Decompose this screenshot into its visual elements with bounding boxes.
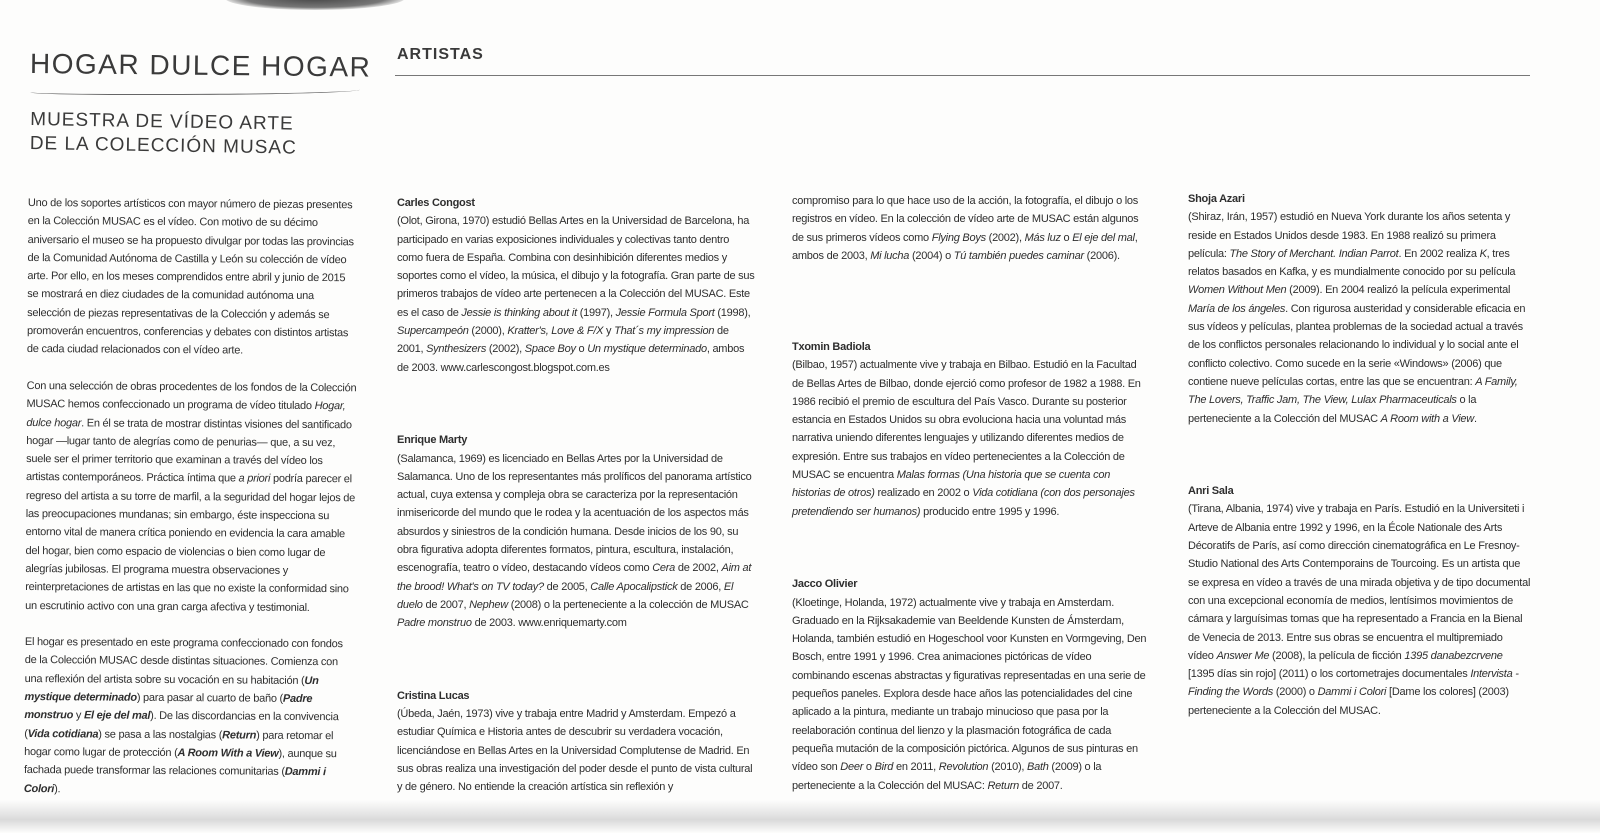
work-title: Flying Boys — [931, 231, 986, 244]
work-title: Tú también puedes caminar — [953, 249, 1084, 262]
work-title: Nephew — [469, 598, 508, 611]
text-run: (2000), — [468, 325, 508, 338]
text-run: , ambos de 2003, — [792, 231, 1138, 262]
text-run: (2008) o la perteneciente a la colección de MUSAC — [507, 598, 749, 611]
text-run: de 2007. — [1018, 779, 1063, 792]
page-title: HOGAR DULCE HOGAR — [29, 48, 372, 83]
work-title: Calle Apocalipstick — [590, 580, 678, 593]
artist-entry — [792, 338, 1150, 521]
work-title: Synthesizers — [426, 343, 487, 356]
text-run: Con una selección de obras procedentes de los fondos de la Colección MUSAC hemos confeccionado un programa de vídeo titulado — [26, 379, 357, 413]
work-title: Revolution — [938, 761, 989, 774]
work-title: The Story of Merchant. Indian Parrot — [1229, 247, 1399, 260]
intro-column — [24, 194, 358, 818]
artist-name: Cristina Lucas — [397, 689, 470, 702]
text-run: de 2003. www.enriquemarty.com — [471, 617, 627, 630]
work-title: That´s my impression — [614, 325, 715, 338]
work-title: Bath — [1026, 761, 1049, 774]
work-title: Supercampeón — [397, 325, 469, 338]
work-title: Mi lucha — [870, 249, 910, 262]
text-run: , tres relatos basados en Kafka, y es mundialmente conocido por su película — [1188, 247, 1516, 279]
work-title: Cera — [652, 562, 676, 575]
text-run: [Dame los colores] (2003) perteneciente a la Colección del MUSAC. — [1188, 686, 1509, 717]
text-run: . En él se trata de mostrar distintas visiones del santificado hogar —lugar tanto de alegrías como de penurias— que, a su vez, suele ser el primer territorio que examinan a través del vídeo los artistas contemporáneos. Práctica íntima que — [25, 416, 352, 485]
intro-paragraph — [27, 194, 358, 361]
text-run: Uno de los soportes artísticos con mayor número de piezas presentes en la Colección MUSAC es el vídeo. Con motivo de su décimo aniversario el museo se ha propuesto divulgar por todas las provincias de la Comunidad Autónoma de Castilla y León su colección de vídeo arte. Por ello, en los meses comprendidos entre abril y junio de 2015 se mostrará en diez ciudades de la comunidad autónoma una selección de piezas representativas de la Colección y además se promoverán encuentros, conferencias y debates con distintos artistas de cada ciudad relacionados con el vídeo arte. — [26, 196, 354, 357]
text-run: ). De las discordancias en la convivencia ( — [24, 710, 339, 740]
work-title: A Room With a View — [177, 746, 279, 760]
text-run: (2010), — [988, 761, 1027, 774]
artists-column-4 — [1188, 190, 1531, 738]
text-run: (2002), — [985, 231, 1025, 244]
text-run: ) para pasar al cuarto de baño ( — [136, 691, 283, 705]
work-title: a priori — [238, 472, 271, 486]
artist-entry — [397, 687, 755, 797]
artist-bio — [792, 597, 1146, 792]
artist-name: Anri Sala — [1188, 485, 1234, 498]
text-run: de 2006, — [677, 580, 724, 593]
text-run: (Shiraz, Irán, 1957) estudió en Nueva York durante los años setenta y reside en Estados Unidos desde 1983. En 1988 realizó su primera película: — [1188, 211, 1511, 260]
work-title: Jessie Formula Sport — [615, 306, 715, 319]
text-run: [1395 días sin rojo] (2011) o los cortometrajes documentales — [1188, 668, 1471, 681]
artist-bio — [1188, 503, 1530, 716]
text-run: de 2001, — [397, 325, 729, 356]
work-title: A Room with a View — [1380, 412, 1474, 425]
artist-name: Carles Congost — [397, 197, 475, 209]
work-title: Return — [222, 728, 257, 742]
work-title: Space Boy — [524, 343, 576, 356]
text-run: o — [1060, 231, 1073, 244]
scan-shadow — [225, 0, 405, 10]
text-run: ). — [54, 782, 61, 795]
text-run: (2002), — [486, 343, 525, 356]
work-title: Malas formas (Una historia que se cuenta con historias de otros) — [792, 469, 1111, 500]
work-title: Answer Me — [1216, 649, 1270, 662]
text-run: , ambos de 2003. www.carlescongost.blogspot.com.es — [397, 343, 745, 374]
text-run: (2006). — [1083, 249, 1120, 262]
artists-column-1 — [397, 194, 755, 815]
work-title: Deer — [840, 761, 864, 774]
work-title: Un mystique determinado — [587, 343, 707, 356]
work-title: Bird — [874, 761, 894, 774]
text-run: ) se pasa a las nostalgias ( — [98, 728, 223, 741]
text-run: podría parecer el regreso del artista a su torre de marfil, a la seguridad del hogar lejos de las preocupaciones mundanas; sin embargo, éste inspecciona su entorno vital de manera crítica poniendo en evidencia la cara amable del hogar, bien como espacio de violencias o bien como lugar de alegrías jubilosas. El programa muestra observaciones y reinterpretaciones de artistas en las que no existe la conformidad sino un escrutinio activo con una gran carga afectiva y testimonial. — [25, 473, 356, 614]
artist-bio — [397, 453, 751, 630]
artist-entry — [397, 431, 755, 632]
work-title: A Family, The Lovers, Traffic Jam, The View, Lulax Pharmaceuticals — [1188, 375, 1518, 407]
artists-column-3 — [792, 192, 1150, 813]
artist-entry — [792, 575, 1150, 795]
work-title: Padre monstruo — [24, 692, 313, 722]
text-run: ) para retomar el hogar como lugar de protección ( — [24, 729, 334, 759]
text-run: . En 2002 realiza — [1398, 247, 1480, 260]
text-run: . Con rigurosa austeridad y considerable eficacia en sus vídeos y películas, plantea problemas de la sociedad actual a través de los conflictos personales relacionando lo individual y lo social ante el conflicto colectivo. Como sucede en la serie «Windows» (2006) que contiene nueve películas cortas, entre las que se encuentran: — [1188, 302, 1526, 388]
title-divider — [30, 86, 360, 95]
text-run: . — [1473, 412, 1477, 425]
artist-bio — [792, 359, 1141, 517]
intro-paragraph — [25, 377, 357, 617]
artist-entry — [1188, 190, 1531, 428]
work-title: Aim at the brood! What's on TV today? — [397, 562, 752, 593]
artist-bio — [397, 708, 752, 793]
work-title: Dammi i Colori — [1317, 686, 1387, 699]
work-title: K — [1479, 247, 1487, 260]
text-run: (2009) o la perteneciente a la Colección del MUSAC: — [792, 761, 1102, 792]
section-heading: ARTISTAS — [397, 46, 484, 63]
text-run: (2004) o — [909, 249, 954, 262]
text-run: (1997), — [576, 306, 616, 319]
work-title: Padre monstruo — [397, 617, 472, 630]
text-run: (Salamanca, 1969) es licenciado en Bellas Artes por la Universidad de Salamanca. Uno de los representantes más prolíficos del panorama artístico actual, cuya extensa y compleja obra se caracteriza por la representación inmisericorde del mundo que le rodea y la acentuación de los aspectos más absurdos y siniestros de la condición humana. Desde inicios de los 90, su obra figurativa adopta diferentes formatos, pintura, escultura, instalación, escenografía, teatro o vídeo, destacando vídeos como — [397, 452, 752, 575]
intro-paragraph — [24, 633, 355, 800]
artist-entry — [397, 194, 755, 377]
text-run: en 2011, — [893, 761, 939, 774]
work-title: Un mystique determinado — [24, 674, 319, 704]
text-run: (1998), — [714, 306, 751, 319]
work-title: El duelo — [397, 580, 734, 611]
work-title: Más luz — [1024, 231, 1061, 244]
text-run: (Olot, Girona, 1970) estudió Bellas Artes en la Universidad de Barcelona, ha participado en varias exposiciones individuales y colectivas tanto dentro como fuera de España. Combina con desinhibición diferentes medios y soportes como el vídeo, la música, el dibujo y la fotografía. Gran parte de sus primeros trabajos de vídeo arte pertenecen a la Colección del MUSAC. Este es el caso de — [397, 215, 755, 319]
text-run: o — [575, 343, 588, 356]
text-run: (Tirana, Albania, 1974) vive y trabaja en París. Estudió en la Universiteti i Arteve de Albania entre 1992 y 1996, en la École Nationale des Arts Décoratifs de París, así como dirección cinematográfica en Le Fresnoy-Studio National des Arts Contemporains de Tourcoing. Es un artista que se expresa en vídeo a través de una mirada objetiva y de tipo documental con una excepcional economía de medios, lentísimos movimientos de cámara y larguísimas tomas que ha representado a Francia en la Bienal de Venecia de 2013. Entre sus obras se encuentra el multipremiado vídeo — [1188, 503, 1531, 662]
work-title: María de los ángeles — [1188, 302, 1286, 315]
text-run: y — [73, 709, 85, 722]
artist-bio — [397, 215, 755, 373]
artist-name: Enrique Marty — [397, 434, 468, 447]
section-divider — [395, 75, 1530, 76]
work-title: Vida cotidiana — [27, 727, 99, 741]
text-run: de 2007, — [422, 598, 470, 611]
work-title: 1395 danabezcrvene — [1404, 649, 1503, 662]
artist-name: Jacco Olivier — [792, 578, 858, 591]
text-run: (Kloetinge, Holanda, 1972) actualmente vive y trabaja en Amsterdam. Graduado en la Rijksakademie van Beeldende Kunsten de Ámsterdam, Holanda, también estudió en Hogeschool voor Kunsten en Vormgeving, Den Bosch, entre 1991 y 1996. Crea animaciones pictóricas de vídeo combinando escenas abstractas y figurativas representadas en una serie de pequeños paneles. Explora desde hace años las potencialidades del cine aplicado a la pintura, mediante un trabajo minucioso que pasa por la reelaboración continua del lienzo y la plasmación fotográfica de cada pequeña mutación de la composición pictórica. Algunos de sus pinturas en vídeo son — [792, 596, 1147, 774]
text-run: compromiso para lo que hace uso de la acción, la fotografía, el dibujo o los registros en vídeo. En la colección de vídeo arte de MUSAC están algunos de sus primeros vídeos como — [792, 195, 1139, 244]
artist-name: Txomin Badiola — [792, 341, 871, 353]
artist-name: Shoja Azari — [1188, 193, 1245, 205]
work-title: El eje del mal — [83, 709, 151, 723]
work-title: Hogar, dulce hogar — [26, 400, 346, 429]
text-run: de 2005, — [543, 580, 591, 593]
work-title: Vida cotidiana (con dos personajes pretendiendo ser humanos) — [792, 487, 1135, 518]
subtitle-line-1: MUESTRA DE VÍDEO ARTE — [30, 109, 294, 135]
page-subtitle — [30, 108, 298, 161]
work-title: Intervista - Finding the Words — [1188, 668, 1519, 699]
work-title: Dammi i Colori — [23, 766, 326, 795]
text-run: de 2002, — [675, 562, 722, 575]
text-run: (2009). En 2004 realizó la película experimental — [1286, 284, 1511, 297]
text-run: (2000) o — [1273, 686, 1318, 699]
text-run: (Bilbao, 1957) actualmente vive y trabaja en Bilbao. Estudió en la Facultad de Bellas Artes de Bilbao, donde ejerció como profesor de 1982 a 1988. En 1986 recibió el premio de escultura del País Vasco. Durante su posterior estancia en Estados Unidos su obra evoluciona hacia una voluntad más narrativa uniendo diferentes lenguajes y utilizando diferentes medios de expresión. Entre sus trabajos en vídeo pertenecientes a la Colección de MUSAC se encuentra — [792, 359, 1141, 482]
text-run: y — [603, 325, 615, 338]
text-run: (2008), la película de ficción — [1269, 649, 1405, 662]
text-run: o la perteneciente a la Colección del MUSAC — [1188, 394, 1477, 425]
artist-bio-continued — [792, 195, 1138, 262]
text-run: o — [863, 761, 875, 774]
work-title: Return — [987, 779, 1019, 792]
work-title: Jessie is thinking about it — [461, 306, 577, 319]
text-run: El hogar es presentado en este programa confeccionado con fondos de la Colección MUSAC desde distintas situaciones. Comienza con una reflexión del artista sobre su vocación en su habitación ( — [24, 636, 343, 687]
work-title: Kratter's, Love & F/X — [507, 325, 604, 338]
artist-bio — [1188, 211, 1525, 424]
text-run: producido entre 1995 y 1996. — [920, 505, 1060, 518]
artist-entry — [1188, 482, 1531, 720]
work-title: El eje del mal — [1072, 231, 1135, 244]
text-run: (Úbeda, Jaén, 1973) vive y trabaja entre Madrid y Amsterdam. Empezó a estudiar Química e Historia antes de descubrir su verdadera vocación, licenciándose en Bellas Artes en la Universidad Complutense de Madrid. En sus obras realiza una investigación del poder desde el punto de vista cultural y de género. No entiende la creación artística sin reflexión y — [397, 708, 753, 794]
text-run: ), aunque su fachada puede transformar las relaciones comunitarias ( — [23, 747, 337, 779]
text-run: realizado en 2002 o — [874, 487, 973, 500]
subtitle-line-2: DE LA COLECCIÓN MUSAC — [29, 132, 297, 159]
work-title: Women Without Men — [1188, 284, 1287, 297]
